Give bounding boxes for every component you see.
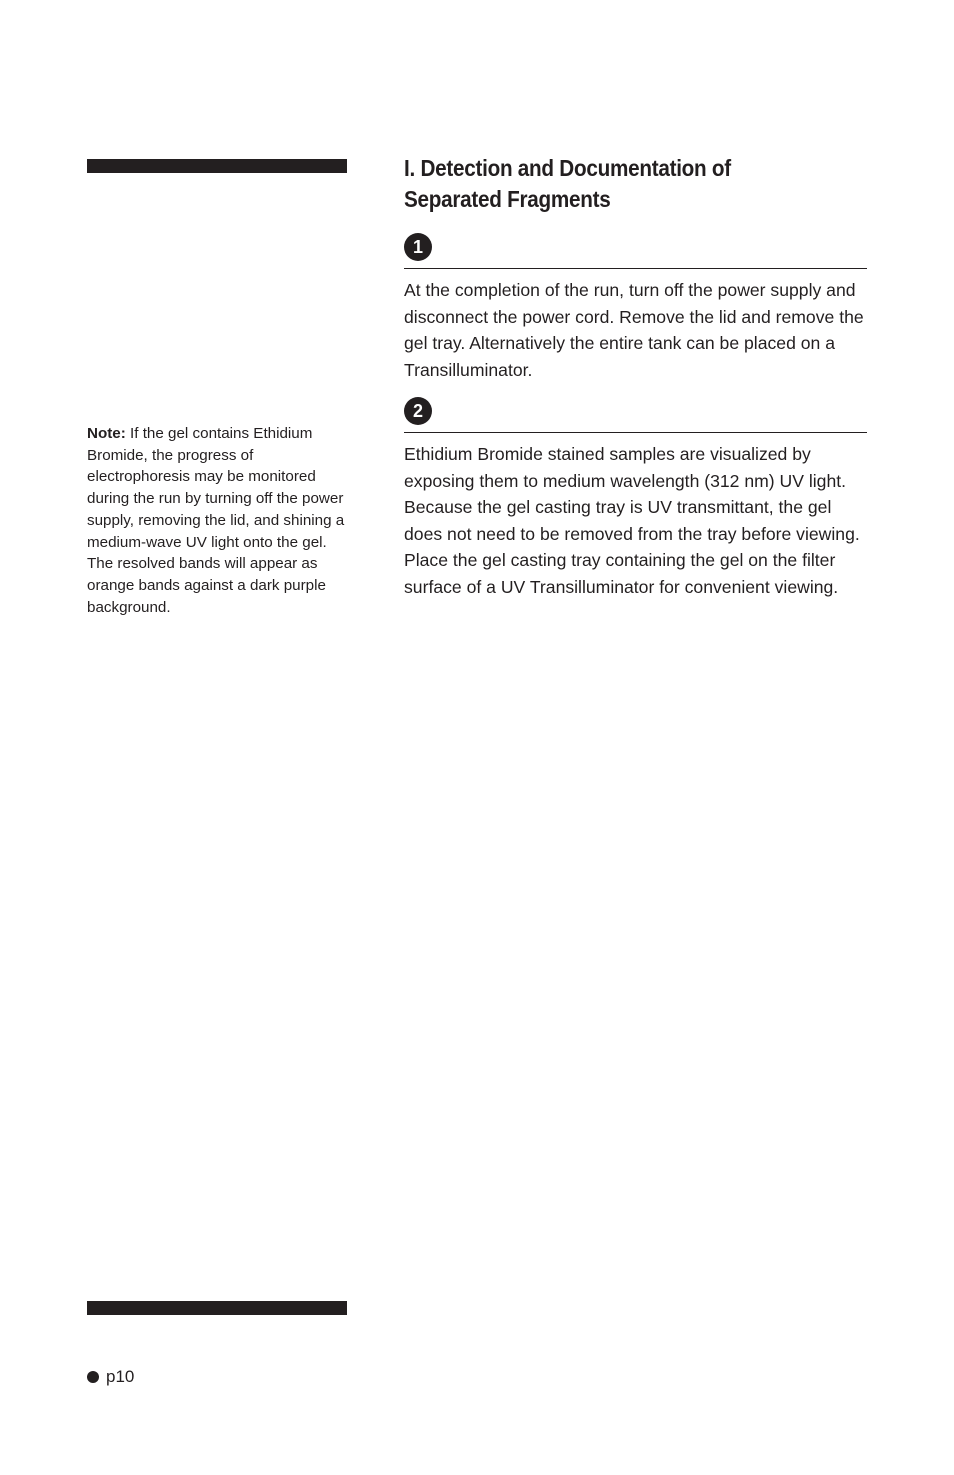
bullet-icon (87, 1371, 99, 1383)
sidebar-bottom-rule (87, 1301, 347, 1315)
note-label: Note: (87, 425, 126, 442)
sidebar-note (87, 423, 349, 618)
page-number: p10 (106, 1367, 135, 1386)
sidebar-top-rule (87, 159, 347, 173)
step-2 (404, 397, 867, 600)
main-content (404, 153, 867, 600)
step-number-1-icon: 1 (404, 233, 432, 261)
step-1-text: At the completion of the run, turn off the power supply and disconnect the power cord. Remove the lid and remove the gel tray. Alternatively the entire tank can be placed on a Transilluminator. (404, 280, 864, 380)
note-text: If the gel contains Ethidium Bromide, the progress of electrophoresis may be monitored during the run by turning off the power supply, removing the lid, and shining a medium-wave UV light onto the gel. The resolved bands will appear as orange bands against a dark purple background. (87, 425, 345, 616)
section-title-line-1: I. Detection and Documentation of (404, 155, 731, 181)
step-1-rule (404, 268, 867, 269)
step-2-text: Ethidium Bromide stained samples are visualized by exposing them to medium wavelength (312 nm) UV light. Because the gel casting tray is UV transmittant, the gel does not need to be removed from the tray before viewing. Place the gel casting tray containing the gel on the filter surface of a UV Transilluminator for convenient viewing. (404, 444, 860, 597)
section-title (404, 153, 872, 215)
step-1 (404, 233, 867, 383)
section-title-line-2: Separated Fragments (404, 186, 611, 212)
step-2-rule (404, 432, 867, 433)
step-number-2-icon: 2 (404, 397, 432, 425)
page-footer (87, 1366, 134, 1388)
